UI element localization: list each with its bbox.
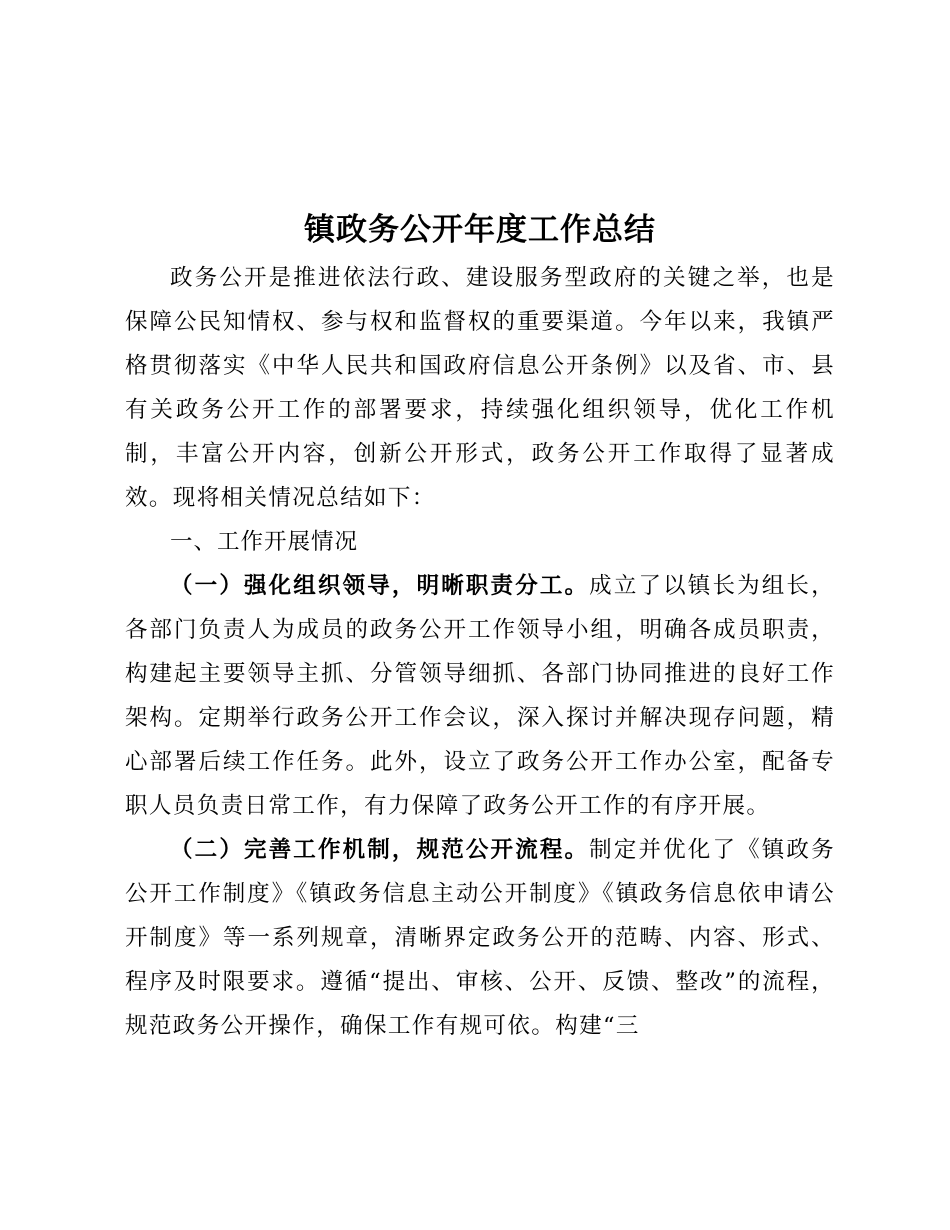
document-title: 镇政务公开年度工作总结: [304, 212, 656, 248]
subsection-lead-2: （二）完善工作机制，规范公开流程。: [170, 837, 590, 863]
intro-paragraph: 政务公开是推进依法行政、建设服务型政府的关键之举，也是保障公民知情权、参与权和监督权的重要渠道。今年以来，我镇严格贯彻落实《中华人民共和国政府信息公开条例》以及省、市、县有关政务公开工作的部署要求，持续强化组织领导，优化工作机制，丰富公开内容，创新公开形式，政务公开工作取得了显著成效。现将相关情况总结如下：: [125, 265, 835, 511]
section-heading-1: 一、工作开展情况: [170, 529, 359, 555]
subsection-body-1: 成立了以镇长为组长，各部门负责人为成员的政务公开工作领导小组，明确各成员职责，构建起主要领导主抓、分管领导细抓、各部门协同推进的良好工作架构。定期举行政务公开工作会议，深入探讨并解决现存问题，精心部署后续工作任务。此外，设立了政务公开工作办公室，配备专职人员负责日常工作，有力保障了政务公开工作的有序开展。: [125, 573, 835, 819]
subsection-paragraph-2: [125, 828, 835, 1048]
subsection-body-2: 制定并优化了《镇政务公开工作制度》《镇政务信息主动公开制度》《镇政务信息依申请公开制度》等一系列规章，清晰界定政务公开的范畴、内容、形式、程序及时限要求。遵循“提出、审核、公开、反馈、整改”的流程，规范政务公开操作，确保工作有规可依。构建“三: [125, 837, 835, 1039]
document-page: [125, 210, 835, 1048]
subsection-paragraph-1: [125, 564, 835, 828]
subsection-lead-1: （一）强化组织领导，明晰职责分工。: [170, 573, 590, 599]
